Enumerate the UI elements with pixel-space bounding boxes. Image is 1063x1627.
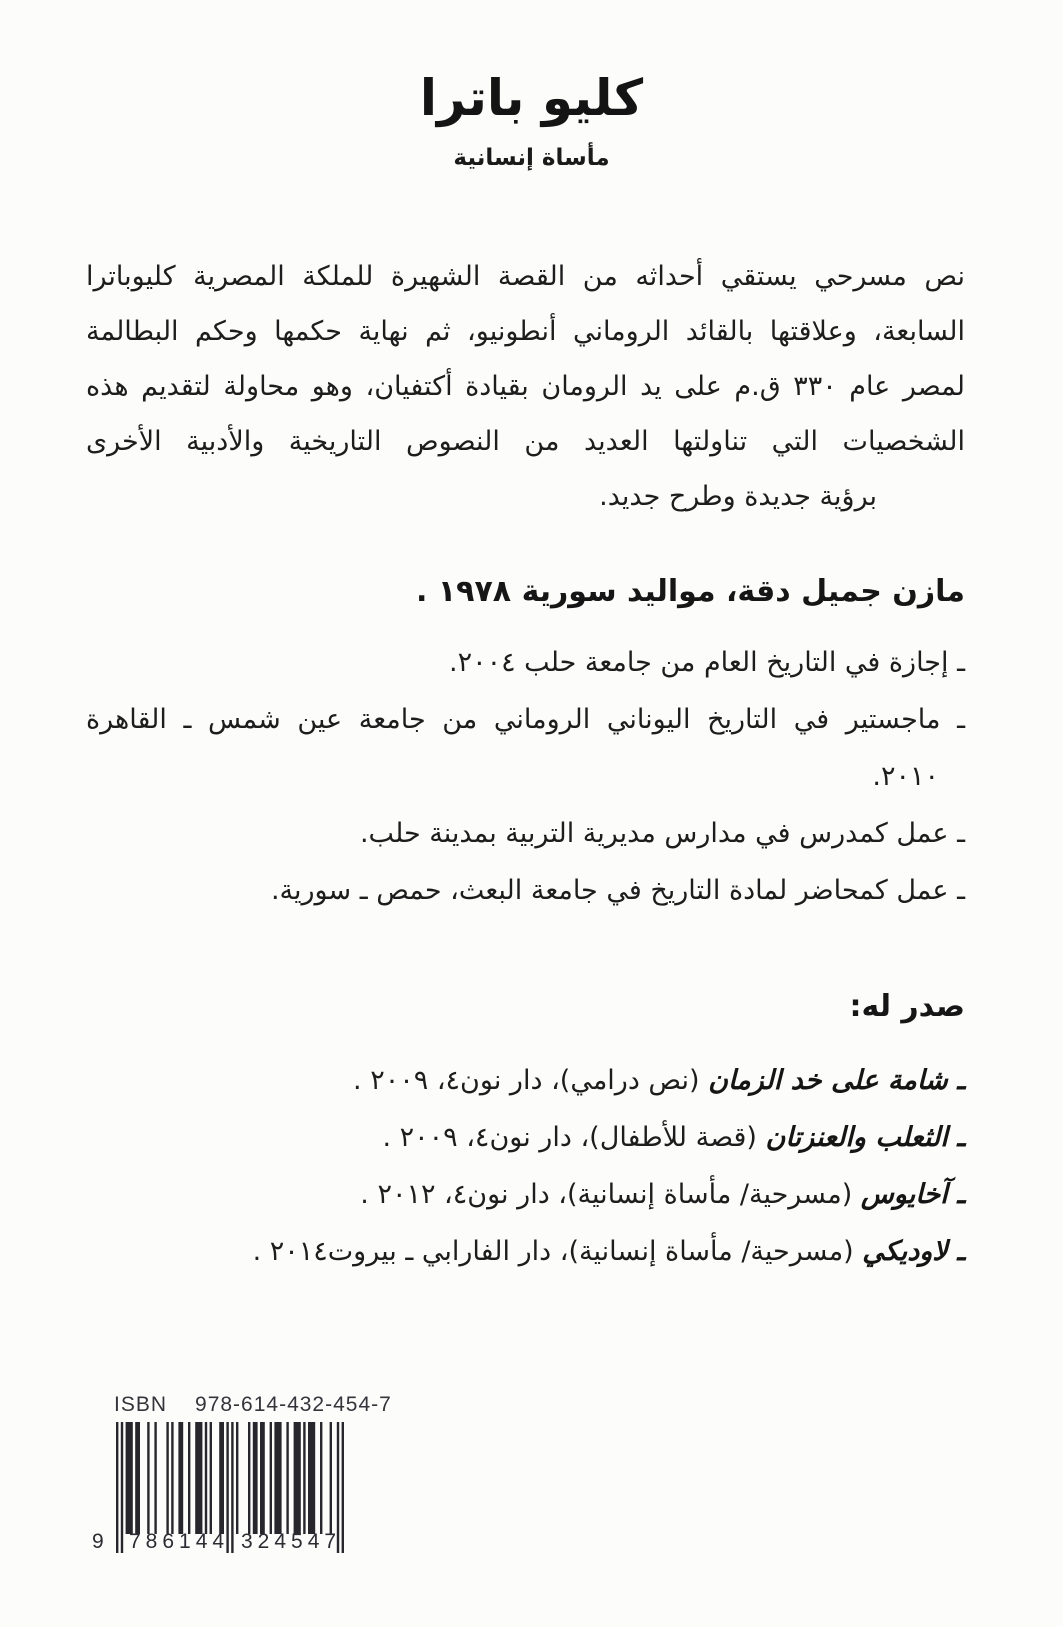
bio-line: ـ عمل كمحاضر لمادة التاريخ في جامعة البعث، حمص ـ سورية. (270, 875, 965, 906)
synopsis-line: برؤية جديدة وطرح جديد. (599, 481, 877, 512)
synopsis-line: لمصر عام ٣٣٠ ق.م على يد الرومان بقيادة أكتفيان، وهو محاولة لتقديم هذه (86, 371, 965, 402)
isbn-line (114, 1393, 392, 1417)
bio-line: ـ عمل كمدرس في مدارس مديرية التربية بمدينة حلب. (359, 818, 965, 849)
synopsis (86, 249, 965, 524)
title-block (0, 0, 1063, 171)
work-details: (نص درامي)، دار نون٤، ٢٠٠٩ . (353, 1065, 709, 1096)
work-title: ـ شامة على خد الزمان (708, 1065, 965, 1096)
barcode-digits-right: 324547 (241, 1530, 342, 1553)
work-title: ـ الثعلب والعنزتان (765, 1122, 965, 1153)
synopsis-line: الشخصيات التي تناولتها العديد من النصوص التاريخية والأدبية الأخرى (86, 426, 965, 457)
work-item (86, 1166, 965, 1223)
isbn-value: 978-614-432-454-7 (195, 1393, 392, 1416)
barcode-digits-left: 786144 (129, 1530, 230, 1553)
published-works-section (86, 989, 965, 1280)
work-title: ـ آخايوس (860, 1179, 965, 1210)
author-section (86, 574, 965, 919)
ean13-barcode (92, 1422, 344, 1553)
work-details: (قصة للأطفال)، دار نون٤، ٢٠٠٩ . (382, 1122, 766, 1153)
works-heading: صدر له: (849, 989, 965, 1024)
isbn-barcode-block (88, 1393, 392, 1553)
author-bio-list (86, 634, 965, 919)
book-title: كليو باترا (419, 69, 644, 127)
work-details: (مسرحية/ مأساة إنسانية)، دار الفارابي ـ بيروت٢٠١٤ . (252, 1236, 863, 1267)
author-intro: مازن جميل دقة، مواليد سورية ١٩٧٨ . (416, 574, 965, 609)
synopsis-line: السابعة، وعلاقتها بالقائد الروماني أنطونيو، ثم نهاية حكمها وحكم البطالمة (86, 316, 965, 347)
book-subtitle: مأساة إنسانية (453, 145, 610, 171)
work-item (86, 1109, 965, 1166)
bio-line: ـ إجازة في التاريخ العام من جامعة حلب ٢٠٠٤. (448, 647, 965, 678)
work-details: (مسرحية/ مأساة إنسانية)، دار نون٤، ٢٠١٢ . (360, 1179, 861, 1210)
works-list (86, 1052, 965, 1280)
synopsis-line: نص مسرحي يستقي أحداثه من القصة الشهيرة للملكة المصرية كليوباترا (86, 261, 965, 292)
bio-line: ـ ماجستير في التاريخ اليوناني الروماني من جامعة عين شمس ـ القاهرة (86, 704, 965, 735)
isbn-label: ISBN (114, 1393, 168, 1416)
work-item (86, 1223, 965, 1280)
work-item (86, 1052, 965, 1109)
barcode-digit-first: 9 (92, 1530, 104, 1553)
bio-line-continuation: ٢٠١٠. (872, 761, 939, 792)
work-title: ـ لاوديكي (862, 1236, 965, 1267)
